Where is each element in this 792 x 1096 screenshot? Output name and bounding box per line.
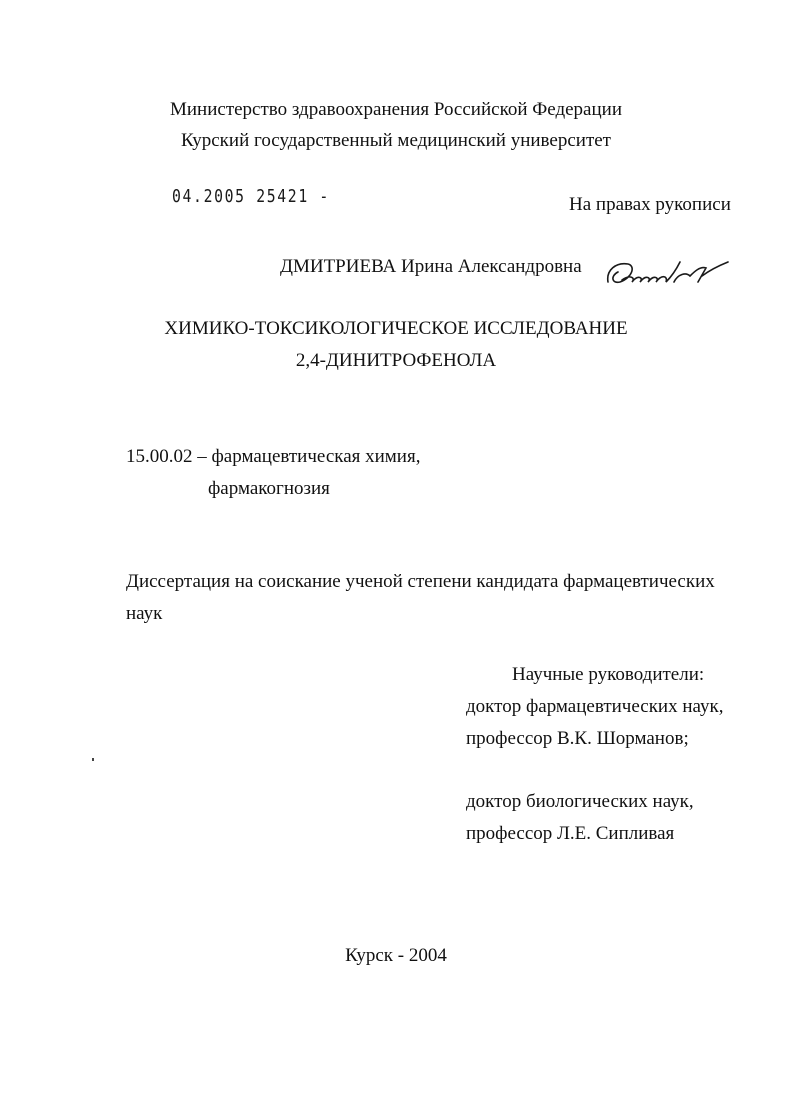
author-name: ДМИТРИЕВА Ирина Александровна (280, 256, 582, 277)
title-line-1: ХИМИКО-ТОКСИКОЛОГИЧЕСКОЕ ИССЛЕДОВАНИЕ (164, 318, 628, 339)
university-heading: Курский государственный медицинский университет (181, 130, 611, 151)
author-signature (602, 252, 732, 296)
scan-speck (92, 758, 94, 761)
dissertation-purpose: Диссертация на соискание ученой степени кандидата фармацевтических (126, 571, 715, 592)
place-and-year: Курск - 2004 (345, 945, 447, 966)
supervisor-2-name: профессор Л.Е. Сипливая (466, 823, 675, 844)
dissertation-purpose-continued: наук (126, 603, 163, 624)
supervisors-heading: Научные руководители: (512, 664, 705, 685)
rights-note: На правах рукописи (569, 194, 731, 215)
supervisor-2-degree: доктор биологических наук, (466, 791, 694, 812)
registration-stamp: 04.2005 25421 - (172, 186, 330, 207)
supervisor-1-name: профессор В.К. Шорманов; (466, 728, 689, 749)
ministry-heading: Министерство здравоохранения Российской Федерации (169, 99, 622, 120)
specialty-code: 15.00.02 – фармацевтическая химия, (126, 446, 421, 467)
supervisor-1-degree: доктор фармацевтических наук, (466, 696, 724, 717)
specialty-name-continued: фармакогнозия (208, 478, 330, 499)
title-line-2: 2,4-ДИНИТРОФЕНОЛА (295, 350, 497, 371)
